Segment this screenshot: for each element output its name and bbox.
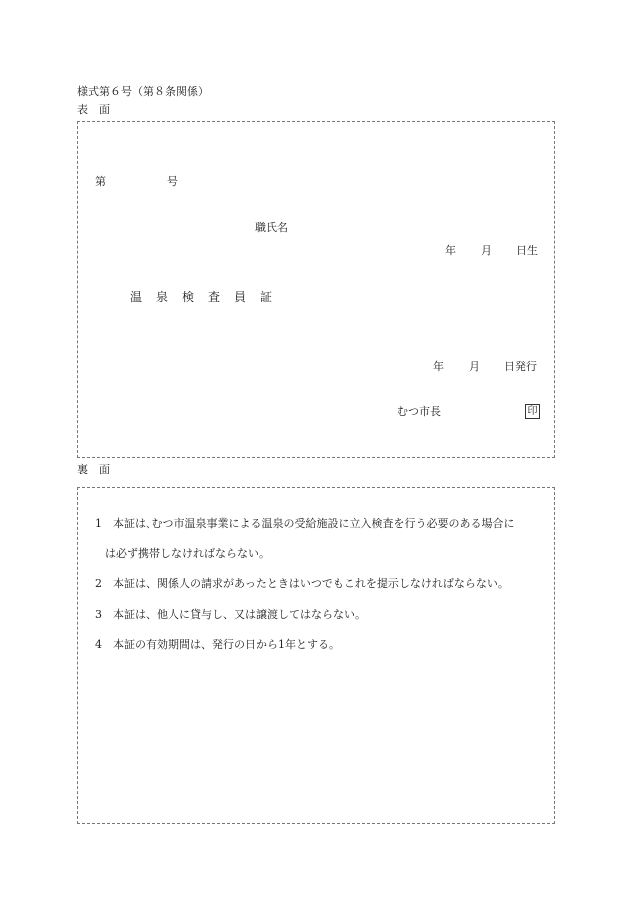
rule-4-number: 4 <box>95 638 102 651</box>
birth-month-label: 月 <box>481 244 492 257</box>
issue-day-label: 日発行 <box>504 360 537 373</box>
form-number: 様式第６号（第８条関係） <box>77 85 209 98</box>
seal-stamp: 印 <box>525 404 540 419</box>
front-side-label: 表 面 <box>77 103 110 116</box>
issuer-name: むつ市長 <box>397 405 441 418</box>
issue-year-label: 年 <box>433 360 444 373</box>
certificate-number-prefix: 第 <box>95 175 106 188</box>
back-side-panel <box>77 487 555 824</box>
rule-1-number: 1 <box>95 517 102 530</box>
back-side-label: 裏 面 <box>77 463 110 476</box>
birth-year-label: 年 <box>445 244 456 257</box>
position-name-label: 職氏名 <box>255 221 288 234</box>
certificate-title: 温泉検査員証 <box>130 290 287 304</box>
certificate-number-suffix: 号 <box>167 175 178 188</box>
rule-3-number: 3 <box>95 608 102 621</box>
front-side-panel <box>77 121 555 458</box>
rule-2-text: 本証は、関係人の請求があったときはいつでもこれを提示しなければならない。 <box>113 577 509 590</box>
rule-1-text-continued: は必ず携帯しなければならない。 <box>105 547 270 560</box>
rule-4-text: 本証の有効期間は、発行の日から1年とする。 <box>113 638 340 651</box>
issue-month-label: 月 <box>469 360 480 373</box>
rule-1-text: 本証は､むつ市温泉事業による温泉の受給施設に立入検査を行う必要のある場合に <box>113 517 515 530</box>
birth-day-label: 日生 <box>516 244 538 257</box>
rule-2-number: 2 <box>95 577 102 590</box>
rule-3-text: 本証は、他人に貸与し、又は譲渡してはならない。 <box>113 608 366 621</box>
